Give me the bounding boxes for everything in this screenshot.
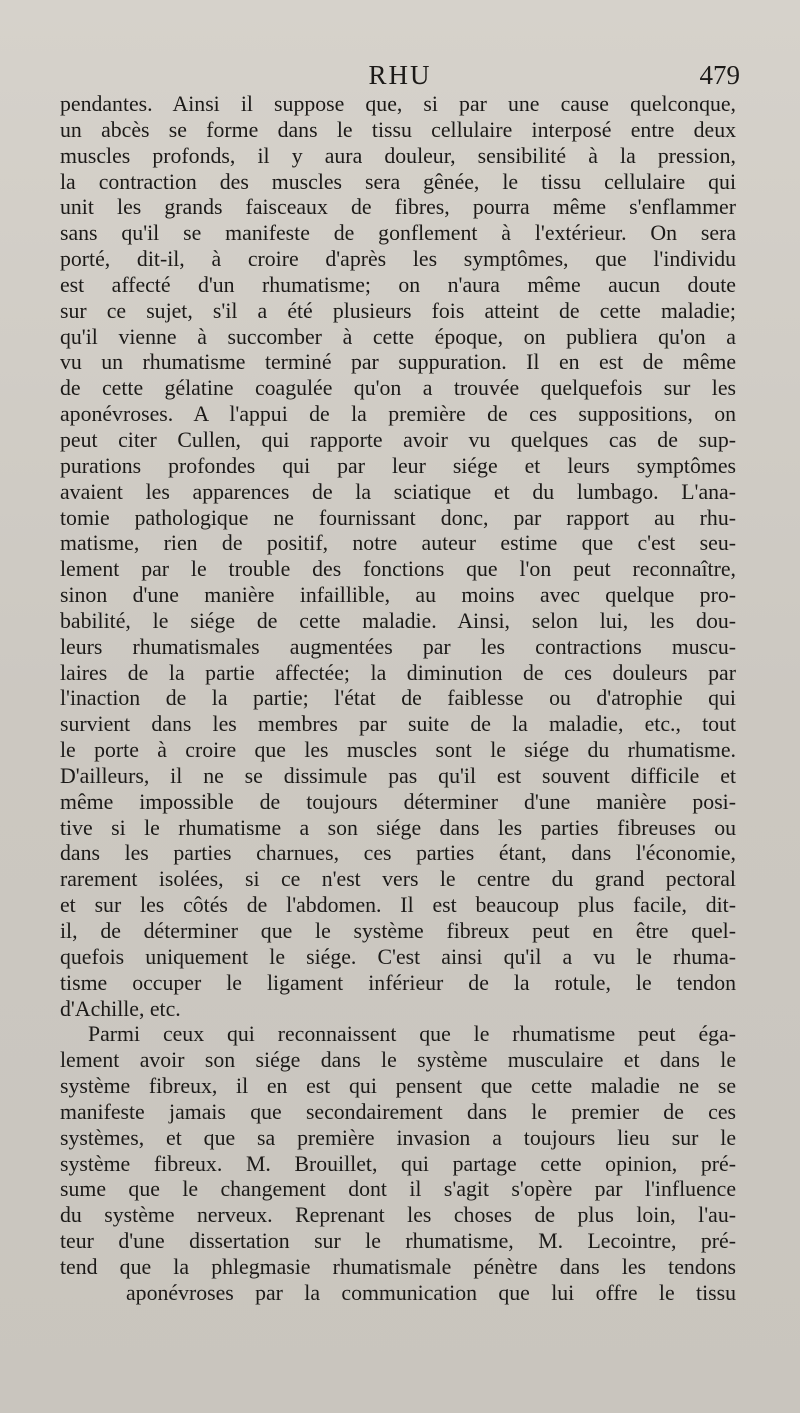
text-line: vu un rhumatisme terminé par suppuration. Il en est de même — [60, 350, 736, 375]
text-line: systèmes, et que sa première invasion a toujours lieu sur le — [60, 1125, 736, 1150]
text-line: muscles profonds, il y aura douleur, sensibilité à la pression, — [60, 143, 736, 168]
text-line: avaient les apparences de la sciatique et du lumbago. L'ana- — [60, 479, 736, 504]
text-line: teur d'une dissertation sur le rhumatisme, M. Lecointre, pré- — [60, 1229, 736, 1254]
paragraph-start-line: Parmi ceux qui reconnaissent que le rhumatisme peut éga- — [88, 1022, 736, 1047]
text-line: manifeste jamais que secondairement dans le premier de ces — [60, 1099, 736, 1124]
text-line: aponévroses par la communication que lui offre le tissu — [126, 1280, 736, 1305]
running-head — [60, 60, 740, 96]
text-line: et sur les côtés de l'abdomen. Il est beaucoup plus facile, dit- — [60, 893, 736, 918]
text-line: rarement isolées, si ce n'est vers le centre du grand pectoral — [60, 867, 736, 892]
text-line: qu'il vienne à succomber à cette époque, on publiera qu'on a — [60, 324, 736, 349]
text-line: système fibreux, il en est qui pensent que cette maladie ne se — [60, 1074, 736, 1099]
text-line: il, de déterminer que le système fibreux peut en être quel- — [60, 919, 736, 943]
text-line: unit les grands faisceaux de fibres, pourra même s'enflammer — [60, 195, 736, 220]
text-line: sans qu'il se manifeste de gonflement à l'extérieur. On sera — [60, 221, 736, 246]
paragraph-end-line: d'Achille, etc. — [60, 996, 181, 1021]
text-line: du système nerveux. Reprenant les choses de plus loin, l'au- — [60, 1203, 736, 1228]
text-line: un abcès se forme dans le tissu cellulaire interposé entre deux — [60, 117, 736, 142]
text-line: la contraction des muscles sera gênée, le tissu cellulaire qui — [60, 169, 736, 194]
text-line: leurs rhumatismales augmentées par les contractions muscu- — [60, 634, 736, 659]
text-line: matisme, rien de positif, notre auteur estime que c'est seu- — [60, 531, 736, 556]
page-number: 479 — [699, 60, 740, 90]
text-line: sinon d'une manière infaillible, au moins avec quelque pro- — [60, 583, 736, 608]
running-head-title: RHU — [368, 60, 432, 90]
text-line: tive si le rhumatisme a son siége dans les parties fibreuses ou — [60, 815, 736, 840]
text-line: le porte à croire que les muscles sont le siége du rhumatisme. — [60, 738, 736, 763]
text-line: purations profondes qui par leur siége et leurs symptômes — [60, 453, 736, 478]
text-line: de cette gélatine coagulée qu'on a trouvée quelquefois sur les — [60, 376, 736, 401]
text-line: dans les parties charnues, ces parties étant, dans l'économie, — [60, 841, 736, 866]
text-line: tend que la phlegmasie rhumatismale pénètre dans les tendons — [60, 1254, 736, 1279]
text-line: D'ailleurs, il ne se dissimule pas qu'il est souvent difficile et — [60, 763, 736, 788]
text-line: tomie pathologique ne fournissant donc, par rapport au rhu- — [60, 505, 736, 530]
text-line: peut citer Cullen, qui rapporte avoir vu quelques cas de sup- — [60, 427, 736, 452]
text-line: porté, dit-il, à croire d'après les symptômes, que l'individu — [60, 247, 736, 272]
text-line: pendantes. Ainsi il suppose que, si par une cause quelconque, — [60, 92, 736, 116]
text-line: lement par le trouble des fonctions que l'on peut reconnaître, — [60, 557, 736, 582]
text-line: sume que le changement dont il s'agit s'opère par l'influence — [60, 1177, 736, 1202]
text-line: système fibreux. M. Brouillet, qui partage cette opinion, pré- — [60, 1151, 736, 1176]
text-line: aponévroses. A l'appui de la première de ces suppositions, on — [60, 402, 736, 427]
text-line: lement avoir son siége dans le système musculaire et dans le — [60, 1048, 736, 1073]
text-line: tisme occuper le ligament inférieur de la rotule, le tendon — [60, 970, 736, 995]
text-line: est affecté d'un rhumatisme; on n'aura même aucun doute — [60, 272, 736, 297]
text-line: sur ce sujet, s'il a été plusieurs fois atteint de cette maladie; — [60, 298, 736, 323]
text-line: même impossible de toujours déterminer d'une manière posi- — [60, 789, 736, 814]
text-line: l'inaction de la partie; l'état de faiblesse ou d'atrophie qui — [60, 686, 736, 711]
text-line: laires de la partie affectée; la diminution de ces douleurs par — [60, 660, 736, 685]
text-line: babilité, le siége de cette maladie. Ainsi, selon lui, les dou- — [60, 608, 736, 633]
text-line: survient dans les membres par suite de la maladie, etc., tout — [60, 712, 736, 737]
body-text — [60, 92, 736, 1307]
text-line: quefois uniquement le siége. C'est ainsi qu'il a vu le rhuma- — [60, 944, 736, 969]
